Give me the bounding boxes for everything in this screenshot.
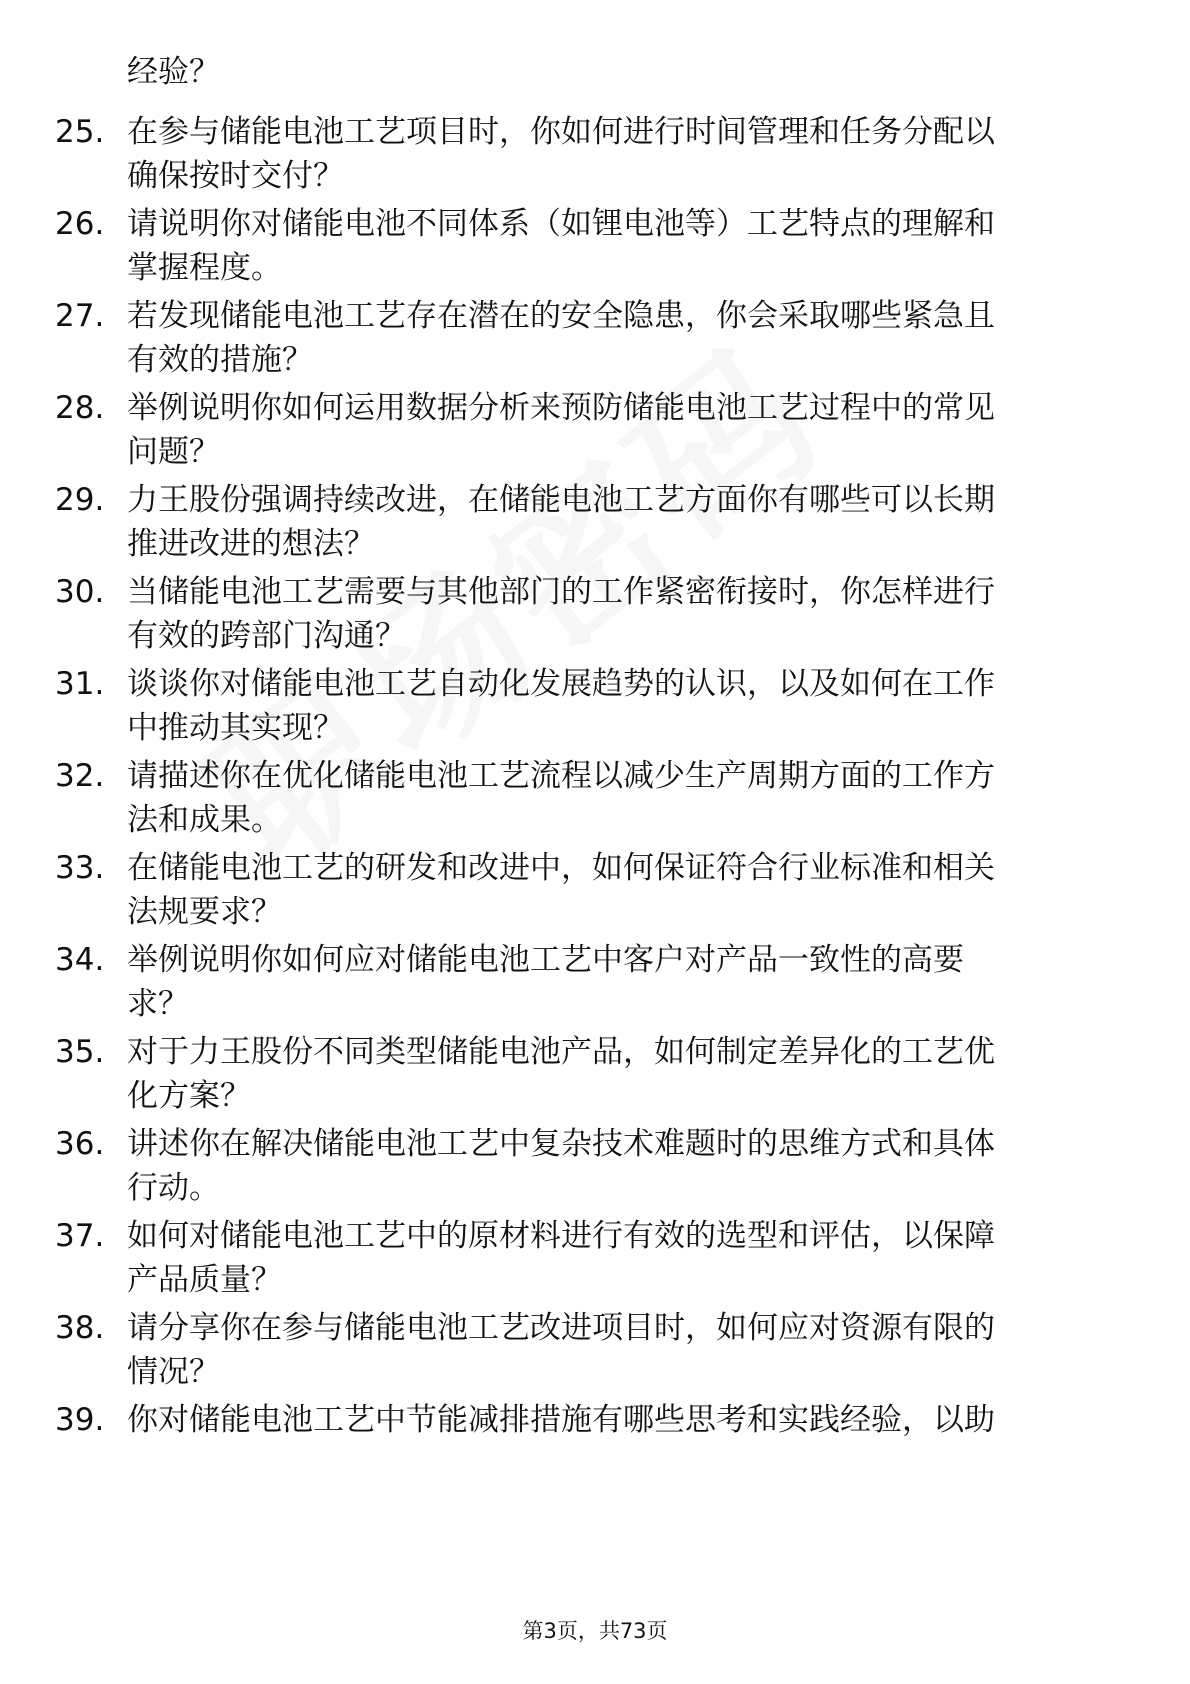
item-line: 法和成果。 [127, 802, 282, 838]
item-line: 确保按时交付？ [127, 158, 344, 194]
item-line: 对于力王股份不同类型储能电池产品，如何制定差异化的工艺优 [127, 1034, 995, 1070]
item-text [127, 202, 1177, 290]
item-line: 中推动其实现？ [127, 710, 344, 746]
item-number: 32. [55, 758, 105, 794]
item-line: 化方案？ [127, 1078, 251, 1114]
item-line: 行动。 [127, 1170, 220, 1206]
item-line: 谈谈你对储能电池工艺自动化发展趋势的认识，以及如何在工作 [127, 666, 995, 702]
item-number: 28. [55, 390, 105, 426]
item-line: 在参与储能电池工艺项目时，你如何进行时间管理和任务分配以 [127, 114, 995, 150]
item-text [127, 846, 1177, 934]
item-line: 举例说明你如何应对储能电池工艺中客户对产品一致性的高要 [127, 942, 964, 978]
item-number: 27. [55, 298, 105, 334]
item-number: 29. [55, 482, 105, 518]
item-number: 34. [55, 942, 105, 978]
item-number: 25. [55, 114, 105, 150]
item-line: 请说明你对储能电池不同体系（如锂电池等）工艺特点的理解和 [127, 206, 995, 242]
item-line: 当储能电池工艺需要与其他部门的工作紧密衔接时，你怎样进行 [127, 574, 995, 610]
item-text [127, 1214, 1177, 1302]
item-number: 31. [55, 666, 105, 702]
item-text [127, 478, 1177, 566]
item-line: 请分享你在参与储能电池工艺改进项目时，如何应对资源有限的 [127, 1310, 995, 1346]
item-line: 讲述你在解决储能电池工艺中复杂技术难题时的思维方式和具体 [127, 1126, 995, 1162]
item-text [127, 1122, 1177, 1210]
item-line: 在储能电池工艺的研发和改进中，如何保证符合行业标准和相关 [127, 850, 995, 886]
item-line: 如何对储能电池工艺中的原材料进行有效的选型和评估，以保障 [127, 1218, 995, 1254]
item-text [127, 570, 1177, 658]
item-line: 问题？ [127, 434, 220, 470]
item-number: 33. [55, 850, 105, 886]
item-number: 35. [55, 1034, 105, 1070]
item-number: 39. [55, 1402, 105, 1438]
item-number: 26. [55, 206, 105, 242]
item-line: 推进改进的想法？ [127, 526, 375, 562]
item-text [127, 386, 1177, 474]
item-text [127, 938, 1177, 1026]
item-line: 请描述你在优化储能电池工艺流程以减少生产周期方面的工作方 [127, 758, 995, 794]
item-line: 求？ [127, 986, 189, 1022]
item-line: 你对储能电池工艺中节能减排措施有哪些思考和实践经验，以助 [127, 1402, 995, 1438]
page-footer: 第3页，共73页 [522, 1619, 668, 1643]
item-number: 37. [55, 1218, 105, 1254]
item-line: 有效的跨部门沟通？ [127, 618, 406, 654]
item-text [127, 1398, 1177, 1442]
item-line: 掌握程度。 [127, 250, 282, 286]
item-text [127, 1306, 1177, 1394]
item-line: 产品质量？ [127, 1262, 282, 1298]
item-number: 30. [55, 574, 105, 610]
item-line: 举例说明你如何运用数据分析来预防储能电池工艺过程中的常见 [127, 390, 995, 426]
item-line: 有效的措施？ [127, 342, 313, 378]
item-text [127, 662, 1177, 750]
item-line: 若发现储能电池工艺存在潜在的安全隐患，你会采取哪些紧急且 [127, 298, 995, 334]
item-number: 38. [55, 1310, 105, 1346]
item-line: 法规要求？ [127, 894, 282, 930]
continuation-text: 经验？ [127, 54, 220, 90]
item-line: 力王股份强调持续改进，在储能电池工艺方面你有哪些可以长期 [127, 482, 995, 518]
item-number: 36. [55, 1126, 105, 1162]
item-text [127, 294, 1177, 382]
item-text [127, 1030, 1177, 1118]
item-text [127, 110, 1177, 198]
item-text [127, 754, 1177, 842]
item-line: 情况？ [127, 1354, 220, 1390]
